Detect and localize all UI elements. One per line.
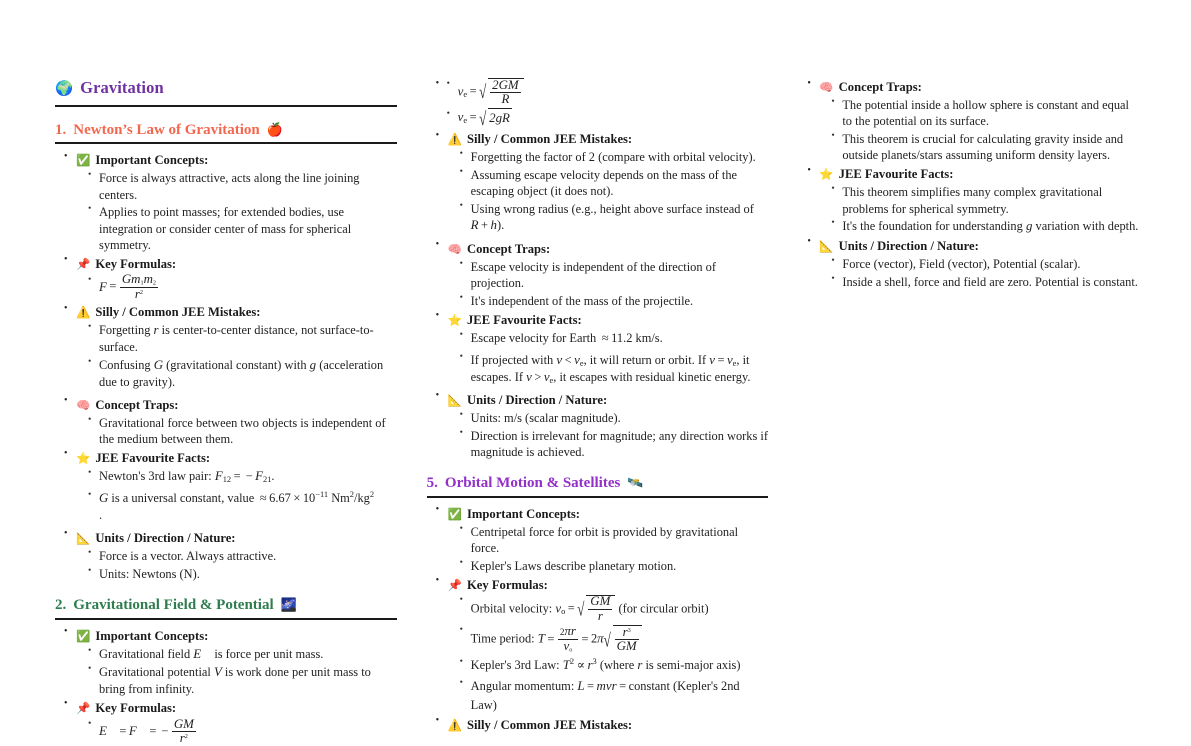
list-item: • Escape velocity for Earth ≈ 11.2 km/s. (460, 330, 769, 346)
category-label-text: JEE Favourite Facts: (95, 450, 211, 465)
category-label (819, 78, 1140, 97)
check-mark-icon: • ✅ (447, 508, 462, 521)
category-label (76, 396, 397, 415)
galaxy-icon: 🌌 (280, 597, 297, 613)
units-direction-items (448, 410, 769, 460)
newtons-law-category-list (55, 151, 397, 582)
brain-icon: • 🧠 (76, 399, 91, 412)
category-label-text: Concept Traps: (467, 241, 551, 256)
concept-traps-items (76, 415, 397, 448)
important-concepts-items (448, 524, 769, 574)
category-label-text: Important Concepts: (95, 628, 209, 643)
section-divider-5 (427, 496, 769, 498)
category-silly-mistakes (435, 130, 769, 234)
category-label (819, 165, 1140, 184)
category-label (448, 391, 769, 410)
pushpin-icon: • 📌 (76, 702, 91, 715)
list-item: • If projected with $v < v_e$, it will return or orbit. If $v = v_e$, it escapes. If $v > v_e$, it escapes with residual kinetic energy. (460, 352, 769, 386)
list-item: • G is a universal constant, value ≈ $6.67 \times 10^{-11}$ $Nm^2/kg^2$ . (88, 490, 397, 523)
category-label-text: Key Formulas: (467, 577, 548, 592)
apple-icon: 🍎 (266, 121, 283, 137)
section-divider-1 (55, 142, 397, 144)
pushpin-icon: • 📌 (76, 258, 91, 271)
category-label-text: Concept Traps: (838, 80, 922, 94)
formula-escape-velocity-GM: • • $v_e$ = √ $\frac{2GM}{R}$ (447, 78, 769, 107)
check-mark-icon: • ✅ (76, 630, 91, 643)
title-divider (55, 105, 397, 107)
star-icon: • ⭐ (447, 314, 462, 327)
star-icon: • ⭐ (819, 169, 834, 182)
list-item: • Confusing G (gravitational constant) with g (acceleration due to gravity). (88, 357, 397, 390)
jee-facts-items (76, 468, 397, 524)
list-item: • Units: Newtons (N). (88, 566, 397, 582)
three-column-layout (55, 77, 1140, 745)
list-item: • Units: m/s (scalar magnitude). (460, 410, 769, 426)
section-title: Gravitational Field & Potential (73, 597, 274, 614)
list-item: • Centripetal force for orbit is provided by gravitational force. (460, 524, 769, 557)
category-label (448, 576, 769, 595)
category-silly-mistakes (63, 303, 397, 390)
list-item: • It's the foundation for understanding g variation with depth. (831, 218, 1140, 235)
pushpin-icon: • 📌 (447, 579, 462, 592)
list-item: • Escape velocity is independent of the direction of projection. (460, 259, 769, 292)
satellite-icon: 🛰️ (627, 475, 644, 491)
list-item: • Applies to point masses; for extended bodies, use integration or consider center of mass for spherical symmetry. (88, 204, 397, 253)
category-silly-mistakes (435, 716, 769, 735)
formula-angular-momentum: • Angular momentum: L = mvr = constant (Kepler's 2nd Law) (460, 677, 769, 715)
category-label (448, 505, 769, 524)
category-label (448, 130, 769, 149)
category-key-formulas (435, 576, 769, 715)
category-concept-traps (806, 78, 1140, 164)
column-1 (55, 78, 397, 745)
section-number: 1. (55, 121, 67, 138)
category-jee-facts (806, 165, 1140, 235)
category-units-direction (806, 237, 1140, 290)
list-item: • The potential inside a hollow sphere is constant and equal to the potential on its surface. (831, 97, 1140, 130)
section-number: 2. (55, 597, 67, 614)
category-label-text: Important Concepts: (95, 153, 209, 168)
section-title: Newton’s Law of Gravitation (73, 121, 260, 138)
concept-traps-items (448, 259, 769, 309)
category-jee-facts (63, 449, 397, 524)
category-concept-traps (435, 240, 769, 309)
formula-time-period: • Time period: T = $\frac{2\pi r}{v_o}$ = 2π √ $\frac{r^3}{GM}$ (460, 625, 769, 654)
category-label-text: Units / Direction / Nature: (838, 238, 979, 253)
escape-velocity-continued-list (427, 78, 769, 460)
list-item: • Force is always attractive, acts along the line joining centers. (88, 170, 397, 203)
list-item: • This theorem simplifies many complex gravitational problems for spherical symmetry. (831, 184, 1140, 217)
shell-theorem-continued-list (798, 78, 1140, 290)
escape-formulas-items (435, 78, 769, 129)
escape-formula-wrapper (435, 78, 769, 129)
category-label-text: Units / Direction / Nature: (95, 530, 236, 545)
ruler-icon: • 📐 (819, 240, 834, 253)
list-item: • Inside a shell, force and field are zero. Potential is constant. (831, 274, 1140, 290)
section-heading-orbital-motion (427, 474, 769, 494)
section-heading-field-potential (55, 596, 397, 616)
concept-traps-items (819, 97, 1140, 164)
category-units-direction (63, 529, 397, 582)
category-key-formulas (63, 255, 397, 302)
category-label-text: Silly / Common JEE Mistakes: (467, 132, 633, 147)
category-label (76, 449, 397, 468)
category-label (448, 311, 769, 330)
category-label (76, 627, 397, 646)
category-label-text: Silly / Common JEE Mistakes: (95, 305, 261, 320)
category-label-text: Important Concepts: (467, 506, 580, 521)
list-item: • Newton's 3rd law pair: $F_{12}$ = − $F_{21}$. (88, 468, 397, 485)
important-concepts-items (76, 646, 397, 698)
category-label-text: JEE Favourite Facts: (838, 167, 954, 182)
column-3 (798, 78, 1140, 626)
category-label (76, 529, 397, 548)
units-direction-items (819, 256, 1140, 290)
list-item: • Gravitational force between two objects is independent of the medium between them. (88, 415, 397, 448)
category-label-text: Key Formulas: (95, 700, 177, 715)
units-direction-items (76, 548, 397, 582)
orbital-motion-category-list (427, 505, 769, 735)
formula-newton-gravitation: • F = $\frac{Gm_1m_2}{r^2}$ (88, 274, 397, 302)
important-concepts-items (76, 170, 397, 253)
category-label (76, 699, 397, 718)
key-formulas-items (76, 718, 397, 746)
ruler-icon: • 📐 (76, 532, 91, 545)
list-item: • This theorem is crucial for calculating gravity inside and outside planets/stars assuming uniform density layers. (831, 131, 1140, 164)
category-units-direction (435, 391, 769, 460)
section-number: 5. (426, 475, 438, 492)
section-title: Orbital Motion & Satellites (444, 475, 621, 492)
list-item: • Kepler's Laws describe planetary motion. (460, 558, 769, 574)
category-important-concepts (63, 627, 397, 698)
category-label-text: Units / Direction / Nature: (467, 392, 608, 407)
category-label-text: Key Formulas: (95, 256, 177, 271)
category-label (819, 237, 1140, 256)
brain-icon: • 🧠 (819, 82, 834, 94)
category-label-text: Silly / Common JEE Mistakes: (467, 717, 633, 732)
ruler-icon: • 📐 (447, 394, 462, 407)
list-item: • Forgetting the factor of 2 (compare with orbital velocity). (460, 149, 769, 165)
list-item: • It's independent of the mass of the projectile. (460, 293, 769, 309)
list-item: • Gravitational potential V is work done per unit mass to bring from infinity. (88, 664, 397, 697)
jee-facts-items (819, 184, 1140, 235)
category-key-formulas (63, 699, 397, 746)
category-jee-facts (435, 311, 769, 386)
category-label (76, 151, 397, 170)
column-2 (426, 77, 769, 732)
section-divider-2 (55, 618, 397, 620)
star-icon: • ⭐ (76, 452, 91, 465)
category-important-concepts (63, 151, 397, 253)
silly-mistakes-items (76, 322, 397, 390)
warning-icon: • ⚠️ (76, 307, 91, 320)
brain-icon: • 🧠 (447, 243, 462, 256)
page-title-text: Gravitation (80, 78, 164, 97)
category-important-concepts (435, 505, 769, 574)
check-mark-icon: • ✅ (76, 155, 91, 168)
warning-icon: • ⚠️ (447, 719, 462, 732)
key-formulas-items (448, 595, 769, 715)
jee-facts-items (448, 330, 769, 386)
list-item: • Force (vector), Field (vector), Potential (scalar). (831, 256, 1140, 272)
formula-keplers-third-law: • Kepler's 3rd Law: $T^2 \propto r^3$ (where r is semi-major axis) (460, 656, 769, 675)
formula-orbital-velocity: • Orbital velocity: $v_o$ = √ $\frac{GM}{r}$ (for circular orbit) (460, 595, 769, 624)
silly-mistakes-items (448, 149, 769, 234)
section-heading-newtons-law (55, 121, 397, 141)
list-item: • Direction is irrelevant for magnitude; any direction works if magnitude is achieved. (460, 428, 769, 461)
list-item: • Force is a vector. Always attractive. (88, 548, 397, 564)
category-label-text: JEE Favourite Facts: (467, 312, 582, 327)
formula-escape-velocity-gR: • $v_e$ = √ 2gR (447, 108, 769, 128)
page-title (55, 78, 397, 99)
category-label (448, 240, 769, 259)
key-formulas-items (76, 274, 397, 302)
earth-globe-icon: 🌍 (55, 81, 74, 97)
list-item: • Forgetting r is center-to-center distance, not surface-to-surface. (88, 322, 397, 355)
field-potential-category-list (55, 627, 397, 746)
formula-field-cutoff: • E⃗ = F⃗ = − $\frac{GM}{r^2}$ (88, 718, 397, 746)
category-label (76, 303, 397, 322)
list-item: • Gravitational field E⃗ is force per unit mass. (88, 646, 397, 663)
category-label (76, 255, 397, 274)
category-concept-traps (63, 396, 397, 448)
list-item: • Assuming escape velocity depends on the mass of the escaping object (it does not). (460, 167, 769, 200)
warning-icon: • ⚠️ (447, 134, 462, 147)
list-item: • Using wrong radius (e.g., height above surface instead of R + h). (460, 201, 769, 234)
category-label-text: Concept Traps: (95, 397, 179, 412)
category-label (448, 716, 769, 735)
